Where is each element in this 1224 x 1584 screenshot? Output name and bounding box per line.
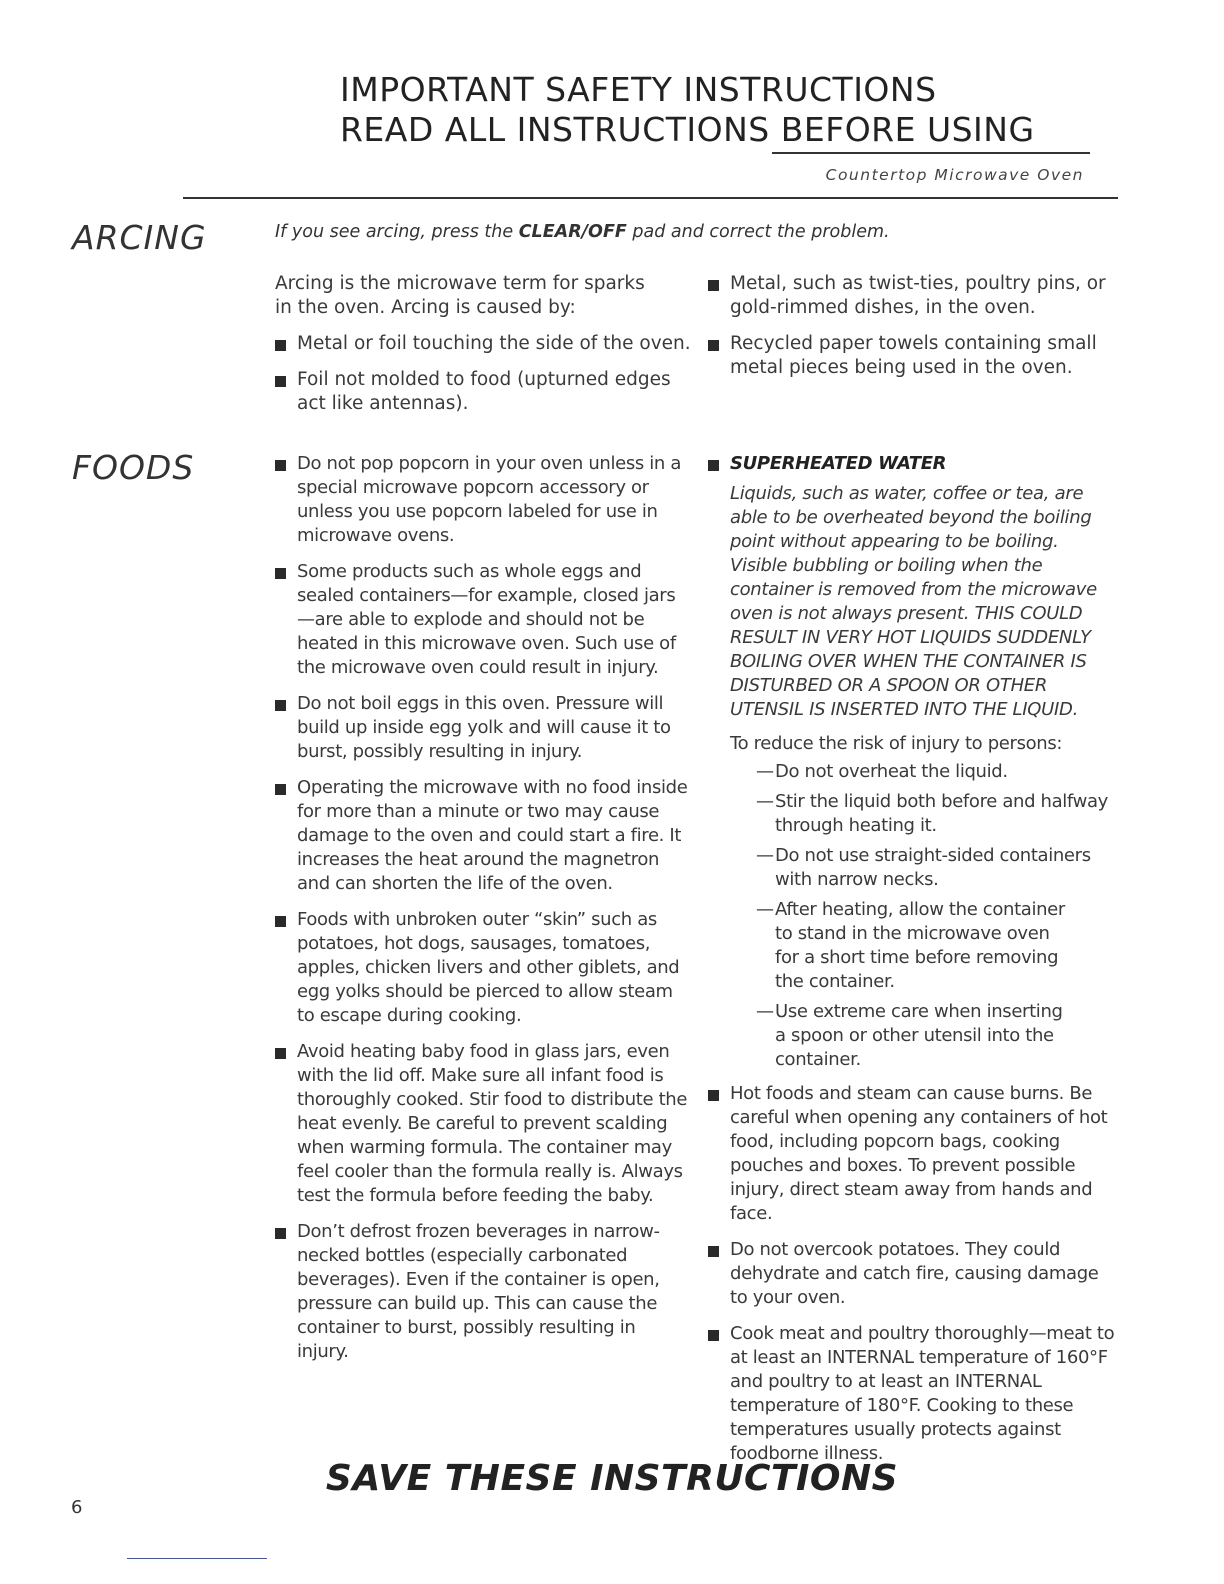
dash-icon: — <box>756 761 774 782</box>
step-text: Stir the liquid both before and halfway through heating it. <box>775 791 1108 836</box>
step-text: After heating, allow the container to stand in the microwave oven for a short time before removing the container. <box>775 899 1065 992</box>
arcing-intro <box>275 222 890 242</box>
foods-bullet-text: Do not boil eggs in this oven. Pressure will build up inside egg yolk and will cause it to burst, possibly resulting in injury. <box>297 693 671 762</box>
arcing-heading: ARCING <box>72 218 207 257</box>
dash-icon: — <box>756 791 774 812</box>
list-item <box>708 1082 1116 1226</box>
foods-right-column <box>708 452 1116 1478</box>
bullet-icon <box>275 460 286 471</box>
arcing-description: Arcing is the microwave term for sparks in the oven. Arcing is caused by: <box>275 273 645 318</box>
superheated-water-heading-item <box>708 452 1116 476</box>
list-item <box>708 1238 1116 1310</box>
foods-bullet-text: Avoid heating baby food in glass jars, even with the lid off. Make sure all infant food is thoroughly cooked. Stir food to distribute the heat evenly. Be careful to prevent scalding when warming formula. The container may feel cooler than the formula really is. Always test the formula before feeding the baby. <box>297 1041 688 1206</box>
bullet-icon <box>708 460 719 471</box>
foods-heading: FOODS <box>72 448 195 487</box>
foods-bullet-text: Don’t defrost frozen beverages in narrow-necked bottles (especially carbonated beverages). Even if the container is open, pressure can build up. This can cause the container to burst, possibly resulting in injury. <box>297 1221 660 1362</box>
arcing-intro-suffix: pad and correct the problem. <box>626 222 890 242</box>
clear-off-pad-label: CLEAR/OFF <box>518 222 627 242</box>
step-text: Use extreme care when inserting a spoon or other utensil into the container. <box>775 1001 1063 1070</box>
list-item <box>275 452 690 548</box>
list-item <box>275 776 690 896</box>
arcing-bullet-text: Recycled paper towels containing small metal pieces being used in the oven. <box>730 333 1097 378</box>
list-item <box>708 332 1108 380</box>
bullet-icon <box>708 1330 719 1341</box>
bullet-icon <box>708 1246 719 1257</box>
list-item <box>275 1220 690 1364</box>
arcing-bullet-text: Foil not molded to food (upturned edges act like antennas). <box>297 369 671 414</box>
list-item <box>275 1040 690 1208</box>
list-item <box>275 560 690 680</box>
list-item <box>275 368 687 416</box>
title-line-1: IMPORTANT SAFETY INSTRUCTIONS <box>340 70 937 109</box>
list-item <box>275 908 690 1028</box>
list-item <box>708 1000 1075 1072</box>
bullet-icon <box>275 700 286 711</box>
save-instructions-footer: SAVE THESE INSTRUCTIONS <box>325 1458 899 1499</box>
list-item <box>708 272 1108 320</box>
superheated-water-warning: Liquids, such as water, coffee or tea, are able to be overheated beyond the boiling point without appearing to be boiling. Visible bubbling or boiling when the container is removed from the microwave oven is not always present. THIS COULD RESULT IN VERY HOT LIQUIDS SUDDENLY BOILING OVER WHEN THE CONTAINER IS DISTURBED OR A SPOON OR OTHER UTENSIL IS INSERTED INTO THE LIQUID. <box>730 483 1097 720</box>
list-item <box>708 760 1116 784</box>
bullet-icon <box>275 784 286 795</box>
list-item <box>708 898 1075 994</box>
bullet-icon <box>708 340 719 351</box>
foods-left-column <box>275 452 690 1376</box>
arcing-bullet-text: Metal, such as twist-ties, poultry pins, or gold-rimmed dishes, in the oven. <box>730 273 1106 318</box>
list-item <box>275 332 695 356</box>
page-subtitle: Countertop Microwave Oven <box>825 166 1084 184</box>
bullet-icon <box>275 916 286 927</box>
arcing-right-column <box>708 272 1108 392</box>
header-divider-short <box>772 152 1090 154</box>
bullet-icon <box>708 1090 719 1101</box>
arcing-bullet-text: Metal or foil touching the side of the oven. <box>297 333 691 354</box>
header-divider <box>183 197 1118 199</box>
list-item <box>708 790 1116 838</box>
foods-bullet-text: Foods with unbroken outer “skin” such as potatoes, hot dogs, sausages, tomatoes, apples, chicken livers and other giblets, and egg yolks should be pierced to allow steam to escape during cooking. <box>297 909 680 1026</box>
bullet-icon <box>275 568 286 579</box>
foods-bullet-text: Hot foods and steam can cause burns. Be careful when opening any containers of hot food, including popcorn bags, cooking pouches and boxes. To prevent possible injury, direct steam away from hands and face. <box>730 1083 1108 1224</box>
step-text: Do not use straight-sided containers with narrow necks. <box>775 845 1091 890</box>
bottom-divider <box>127 1558 267 1559</box>
superheated-water-heading: SUPERHEATED WATER <box>730 453 947 474</box>
foods-bullet-text: Some products such as whole eggs and sealed containers—for example, closed jars—are able to explode and should not be heated in this microwave oven. Such use of the microwave oven could result in injury. <box>297 561 676 678</box>
title-line-2: READ ALL INSTRUCTIONS BEFORE USING <box>340 110 1035 149</box>
list-item <box>708 1322 1116 1466</box>
risk-intro: To reduce the risk of injury to persons: <box>730 733 1063 754</box>
list-item <box>275 692 690 764</box>
bullet-icon <box>275 1228 286 1239</box>
list-item <box>708 844 1116 892</box>
bullet-icon <box>275 376 286 387</box>
arcing-left-column <box>275 272 695 428</box>
arcing-intro-prefix: If you see arcing, press the <box>275 222 519 242</box>
foods-bullet-text: Do not overcook potatoes. They could dehydrate and catch fire, causing damage to your oven. <box>730 1239 1099 1308</box>
step-text: Do not overheat the liquid. <box>775 761 1008 782</box>
foods-bullet-text: Do not pop popcorn in your oven unless in a special microwave popcorn accessory or unless you use popcorn labeled for use in microwave ovens. <box>297 453 682 546</box>
foods-bullet-text: Cook meat and poultry thoroughly—meat to at least an INTERNAL temperature of 160°F and poultry to at least an INTERNAL temperature of 180°F. Cooking to these temperatures usually protects against foodborne illness. <box>730 1323 1115 1464</box>
bullet-icon <box>275 340 286 351</box>
dash-icon: — <box>756 1001 774 1022</box>
dash-icon: — <box>756 845 774 866</box>
dash-icon: — <box>756 899 774 920</box>
bullet-icon <box>275 1048 286 1059</box>
bullet-icon <box>708 280 719 291</box>
page-title <box>340 70 1035 150</box>
page-number: 6 <box>71 1497 83 1518</box>
foods-bullet-text: Operating the microwave with no food inside for more than a minute or two may cause damage to the oven and could start a fire. It increases the heat around the magnetron and can shorten the life of the oven. <box>297 777 688 894</box>
